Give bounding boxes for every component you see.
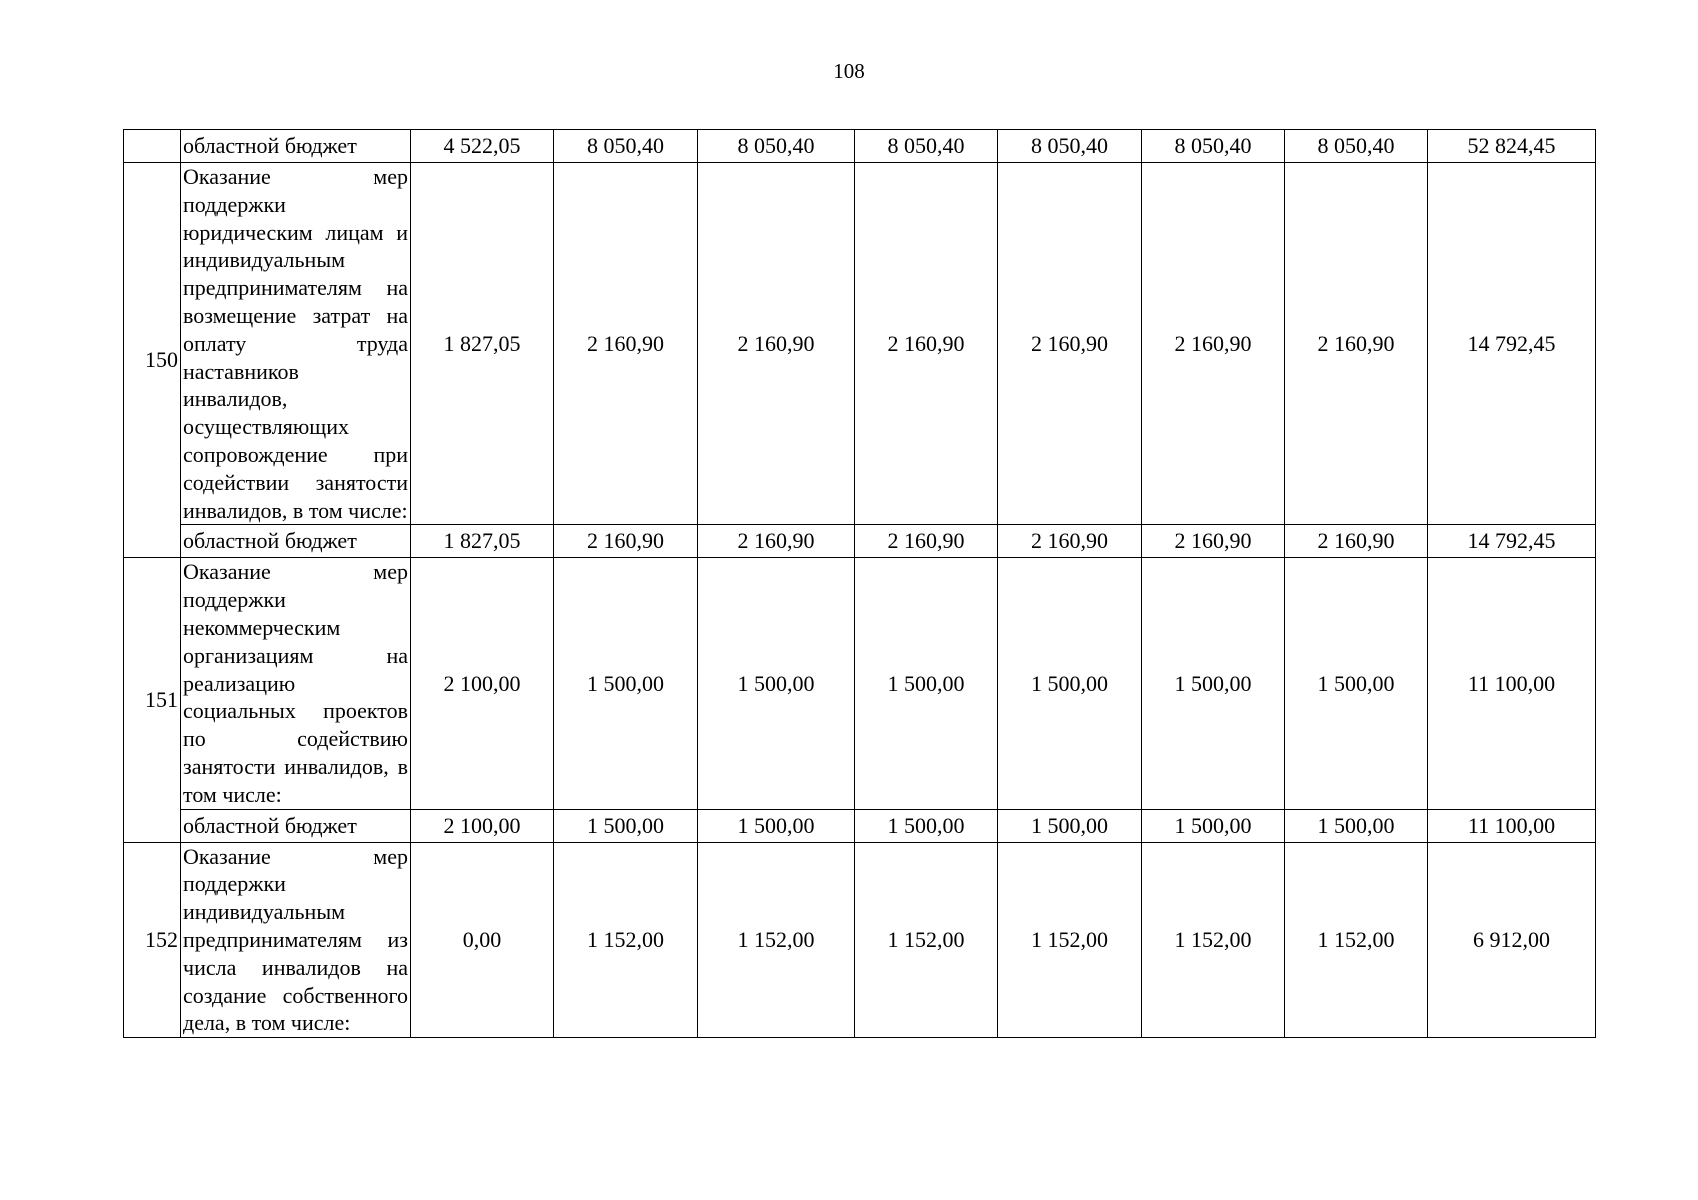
value-cell: 1 500,00 <box>1285 558 1428 809</box>
row-number-cell: 152 <box>124 842 181 1038</box>
value-cell: 4 522,05 <box>411 130 554 163</box>
value-cell: 2 160,90 <box>998 525 1142 558</box>
value-cell: 1 152,00 <box>554 842 698 1038</box>
value-cell: 1 500,00 <box>698 809 855 842</box>
value-cell: 2 160,90 <box>855 525 998 558</box>
value-cell: 1 500,00 <box>998 558 1142 809</box>
total-cell: 11 100,00 <box>1428 558 1596 809</box>
value-cell: 1 500,00 <box>554 809 698 842</box>
value-cell: 8 050,40 <box>998 130 1142 163</box>
value-cell: 1 500,00 <box>1285 809 1428 842</box>
table-row <box>124 130 1596 163</box>
value-cell: 2 160,90 <box>855 163 998 525</box>
value-cell: 2 160,90 <box>698 163 855 525</box>
value-cell: 1 152,00 <box>1285 842 1428 1038</box>
total-cell: 11 100,00 <box>1428 809 1596 842</box>
table-row <box>124 842 1596 1038</box>
row-number-cell <box>124 130 181 163</box>
page-number: 108 <box>833 59 865 83</box>
value-cell: 1 500,00 <box>1142 558 1285 809</box>
total-cell: 14 792,45 <box>1428 163 1596 525</box>
total-cell: 14 792,45 <box>1428 525 1596 558</box>
value-cell: 8 050,40 <box>855 130 998 163</box>
measure-name-cell: Оказание мер поддержки индивидуальным предпринимателям из числа инвалидов на создание собственного дела, в том числе: <box>181 842 411 1038</box>
table-row <box>124 163 1596 525</box>
table-row <box>124 525 1596 558</box>
funding-source-cell: областной бюджет <box>181 525 411 558</box>
value-cell: 1 500,00 <box>855 558 998 809</box>
value-cell: 8 050,40 <box>1285 130 1428 163</box>
measure-name-cell: Оказание мер поддержки юридическим лицам и индивидуальным предпринимателям на возмещение затрат на оплату труда наставников инвалидов, осуществляющих сопровождение при содействии занятости инвалидов, в том числе: <box>181 163 411 525</box>
value-cell: 2 160,90 <box>554 525 698 558</box>
total-cell: 6 912,00 <box>1428 842 1596 1038</box>
value-cell: 2 160,90 <box>1285 525 1428 558</box>
value-cell: 2 160,90 <box>698 525 855 558</box>
table-row <box>124 558 1596 809</box>
value-cell: 1 500,00 <box>998 809 1142 842</box>
value-cell: 2 160,90 <box>1142 163 1285 525</box>
measure-name-cell: Оказание мер поддержки некоммерческим организациям на реализацию социальных проектов по содействию занятости инвалидов, в том числе: <box>181 558 411 809</box>
value-cell: 2 160,90 <box>554 163 698 525</box>
funding-source-cell: областной бюджет <box>181 809 411 842</box>
value-cell: 1 827,05 <box>411 525 554 558</box>
row-number-cell: 150 <box>124 163 181 558</box>
value-cell: 8 050,40 <box>554 130 698 163</box>
value-cell: 1 500,00 <box>554 558 698 809</box>
value-cell: 1 152,00 <box>855 842 998 1038</box>
value-cell: 0,00 <box>411 842 554 1038</box>
value-cell: 8 050,40 <box>698 130 855 163</box>
value-cell: 2 160,90 <box>1142 525 1285 558</box>
value-cell: 1 152,00 <box>698 842 855 1038</box>
value-cell: 1 152,00 <box>1142 842 1285 1038</box>
value-cell: 2 100,00 <box>411 809 554 842</box>
total-cell: 52 824,45 <box>1428 130 1596 163</box>
budget-table <box>123 129 1596 1038</box>
value-cell: 1 152,00 <box>998 842 1142 1038</box>
table-row <box>124 809 1596 842</box>
value-cell: 1 827,05 <box>411 163 554 525</box>
value-cell: 2 160,90 <box>998 163 1142 525</box>
value-cell: 1 500,00 <box>855 809 998 842</box>
value-cell: 1 500,00 <box>1142 809 1285 842</box>
funding-source-cell: областной бюджет <box>181 130 411 163</box>
value-cell: 1 500,00 <box>698 558 855 809</box>
value-cell: 8 050,40 <box>1142 130 1285 163</box>
value-cell: 2 100,00 <box>411 558 554 809</box>
row-number-cell: 151 <box>124 558 181 842</box>
value-cell: 2 160,90 <box>1285 163 1428 525</box>
